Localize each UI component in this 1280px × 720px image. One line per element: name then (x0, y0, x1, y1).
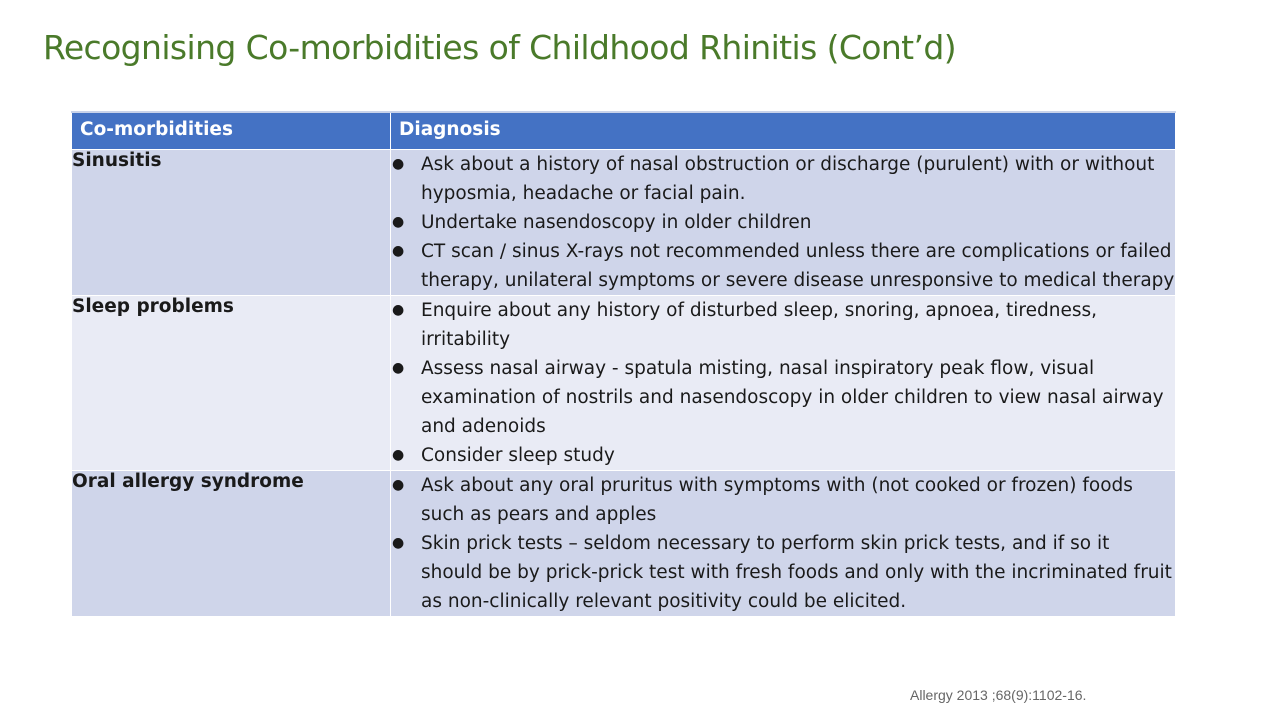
header-diagnosis: Diagnosis (391, 112, 1176, 149)
condition-cell: Oral allergy syndrome (72, 470, 391, 616)
citation: Allergy 2013 ;68(9):1102-16. (910, 687, 1087, 703)
bullet-icon: ● (392, 476, 405, 493)
diagnosis-cell (391, 470, 1176, 616)
list-item-text: Consider sleep study (421, 444, 615, 466)
list-item (391, 237, 1175, 295)
bullet-icon: ● (392, 446, 405, 463)
list-item (391, 441, 1175, 470)
list-item (391, 354, 1175, 441)
list-item-text: Undertake nasendoscopy in older children (421, 211, 812, 233)
list-item (391, 296, 1175, 354)
list-item (391, 529, 1175, 616)
diagnosis-cell (391, 149, 1176, 295)
condition-cell: Sinusitis (72, 149, 391, 295)
comorbidities-table (71, 111, 1176, 617)
header-comorbidities: Co-morbidities (72, 112, 391, 149)
list-item-text: Assess nasal airway - spatula misting, nasal inspiratory peak flow, visual examination of nostrils and nasendoscopy in older children to view nasal airway and adenoids (421, 357, 1164, 437)
diagnosis-cell (391, 295, 1176, 470)
diagnosis-list (391, 296, 1175, 470)
table-header-row (72, 112, 1176, 149)
table-row (72, 149, 1176, 295)
diagnosis-list (391, 471, 1175, 616)
bullet-icon: ● (392, 534, 405, 551)
bullet-icon: ● (392, 213, 405, 230)
list-item (391, 471, 1175, 529)
condition-cell: Sleep problems (72, 295, 391, 470)
slide-title: Recognising Co-morbidities of Childhood Rhinitis (Cont’d) (43, 28, 957, 67)
table-row (72, 295, 1176, 470)
list-item-text: Ask about any oral pruritus with symptoms with (not cooked or frozen) foods such as pears and apples (421, 474, 1133, 525)
table-row (72, 470, 1176, 616)
bullet-icon: ● (392, 155, 405, 172)
bullet-icon: ● (392, 242, 405, 259)
diagnosis-list (391, 150, 1175, 295)
bullet-icon: ● (392, 301, 405, 318)
list-item-text: CT scan / sinus X-rays not recommended unless there are complications or failed therapy, unilateral symptoms or severe disease unresponsive to medical therapy (421, 240, 1175, 291)
bullet-icon: ● (392, 359, 405, 376)
list-item-text: Enquire about any history of disturbed sleep, snoring, apnoea, tiredness, irritability (421, 299, 1097, 350)
list-item (391, 208, 1175, 237)
list-item-text: Ask about a history of nasal obstruction or discharge (purulent) with or without hyposmia, headache or facial pain. (421, 153, 1155, 204)
list-item-text: Skin prick tests – seldom necessary to perform skin prick tests, and if so it should be by prick-prick test with fresh foods and only with the incriminated fruit as non-clinically relevant positivity could be elicited. (421, 532, 1172, 612)
list-item (391, 150, 1175, 208)
